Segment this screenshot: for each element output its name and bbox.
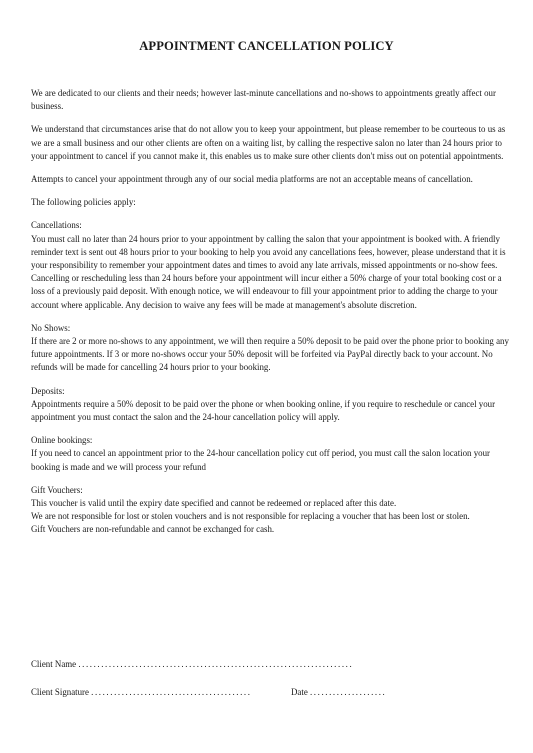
intro-paragraph-3: Attempts to cancel your appointment through any of our social media platforms are not an acceptable means of cancellation.: [31, 174, 473, 185]
gift-line-2: We are not responsible for lost or stolen vouchers and is not responsible for replacing a voucher that has been lost or stolen.: [31, 511, 470, 522]
date-label: Date: [291, 687, 308, 697]
policy-body: [31, 87, 511, 547]
section-cancellations: [31, 219, 511, 311]
client-name-dots: ........................................................................: [78, 659, 354, 669]
section-gift-vouchers: [31, 484, 511, 537]
section-text: If you need to cancel an appointment prior to the 24-hour cancellation policy cut off period, you must call the salon location your booking is made and we will process your refund: [31, 448, 490, 472]
section-text: You must call no later than 24 hours prior to your appointment by calling the salon that your appointment is booked with. A friendly reminder text is sent out 48 hours prior to your booking to help you avoid any cancellations fees, however, please understand that it is your responsibility to remember your appointment dates and times to avoid any late arrivals, missed appointments or no-show fees. Cancelling or rescheduling less than 24 hours before your appointment will incur either a 50% charge of your total booking cost or a loss of a previously paid deposit. With enough notice, we will endeavour to fill your appointment prior to adding the charge to your account where applicable. Any decision to waive any fees will be made at management's absolute discretion.: [31, 233, 506, 310]
section-deposits: [31, 385, 511, 425]
section-heading: Cancellations:: [31, 220, 82, 231]
client-name-field[interactable]: [31, 659, 353, 669]
date-field[interactable]: [291, 687, 386, 697]
section-no-shows: [31, 322, 511, 375]
intro-paragraph-1: We are dedicated to our clients and their needs; however last-minute cancellations and no-shows to appointments greatly affect our business.: [31, 88, 496, 112]
section-heading: Online bookings:: [31, 435, 93, 446]
section-heading: No Shows:: [31, 322, 71, 333]
gift-line-1: This voucher is valid until the expiry date specified and cannot be redeemed or replaced after this date.: [31, 498, 397, 509]
client-signature-label: Client Signature: [31, 687, 89, 697]
intro-paragraph-4: The following policies apply:: [31, 197, 136, 208]
section-text: If there are 2 or more no-shows to any appointment, we will then require a 50% deposit to be paid over the phone prior to booking any future appointments. If 3 or more no-shows occur your 50% deposit will be forfeited via PayPal directly back to your account. No refunds will be made for cancelling 24 hours prior to your booking.: [31, 336, 509, 373]
section-online-bookings: [31, 434, 511, 474]
section-heading: Gift Vouchers:: [31, 484, 83, 495]
client-name-label: Client Name: [31, 659, 77, 669]
page-title: APPOINTMENT CANCELLATION POLICY: [139, 39, 394, 53]
section-text: Appointments require a 50% deposit to be paid over the phone or when booking online, if you require to reschedule or cancel your appointment you must contact the salon and the 24-hour cancellation policy will apply.: [31, 398, 496, 423]
intro-paragraph-2: We understand that circumstances arise that do not allow you to keep your appointment, but please remember to be courteous to us as we are a small business and our other clients are often on a waiting list, by calling the respective salon no later than 24 hours prior to your appointment to cancel if you cannot make it, this enables us to make sure other clients don't miss out on potential appointments.: [31, 124, 506, 161]
client-signature-field[interactable]: [31, 687, 252, 697]
section-heading: Deposits:: [31, 385, 65, 396]
date-dots: ....................: [309, 687, 387, 697]
gift-line-3: Gift Vouchers are non-refundable and cannot be exchanged for cash.: [31, 524, 275, 535]
client-signature-dots: ..........................................: [91, 687, 252, 697]
